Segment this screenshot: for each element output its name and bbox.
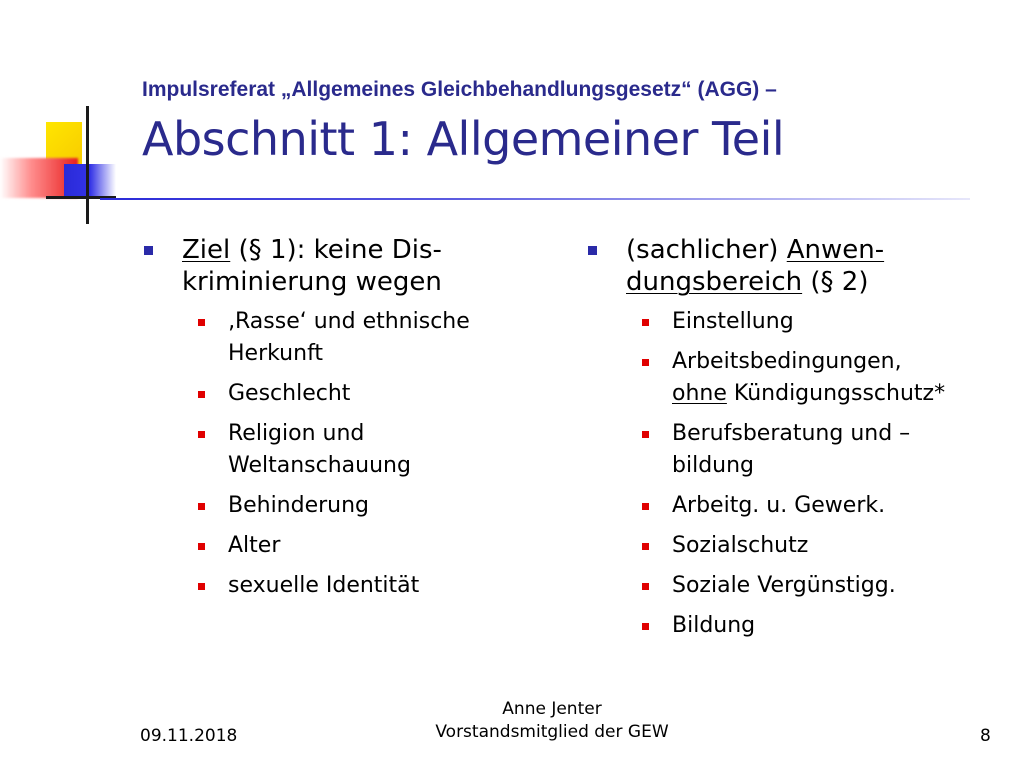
footer-date: 09.11.2018 [140, 726, 238, 746]
list-item [634, 530, 1008, 562]
list-item-text: Kündigungsschutz* [726, 381, 946, 406]
list-item-line: Sozialschutz [672, 533, 809, 558]
level1-bullet [144, 246, 153, 255]
list-item-line: ‚Rasse‘ und ethnische [228, 309, 470, 334]
list-item-line: Herkunft [228, 341, 324, 366]
list-item-line [672, 378, 1008, 410]
list-item [634, 418, 1008, 482]
page-number: 8 [980, 726, 991, 746]
list-item-line: Weltanschauung [228, 453, 411, 478]
left-column [144, 234, 524, 610]
list-item [634, 306, 1008, 338]
right-heading [588, 234, 1008, 298]
list-item [190, 378, 524, 410]
list-item-line: Geschlecht [228, 381, 351, 406]
list-item-line: Alter [228, 533, 281, 558]
list-item [634, 570, 1008, 602]
right-item-list [588, 306, 1008, 642]
list-item-line: Arbeitg. u. Gewerk. [672, 493, 886, 518]
right-heading-text: (§ 2) [802, 267, 869, 297]
level2-bullet [642, 431, 649, 438]
level2-bullet [642, 503, 649, 510]
list-item-line: Bildung [672, 613, 756, 638]
list-item [190, 530, 524, 562]
list-item-line: Behinderung [228, 493, 370, 518]
list-item-line: Religion und [228, 421, 365, 446]
list-item [634, 346, 1008, 410]
list-item [634, 610, 1008, 642]
list-item [190, 490, 524, 522]
list-item-line: bildung [672, 453, 755, 478]
logo-blue-square [64, 164, 116, 198]
title-underline-rule [100, 198, 970, 200]
footer-author-role: Vorstandsmitglied der GEW [435, 722, 669, 742]
left-item-list [144, 306, 524, 602]
footer-author-name: Anne Jenter [502, 699, 602, 719]
logo-vertical-line [86, 106, 89, 224]
list-item-line: Soziale Vergünstigg. [672, 573, 896, 598]
list-item [190, 306, 524, 370]
list-item [190, 418, 524, 482]
list-item-line: sexuelle Identität [228, 573, 420, 598]
left-heading-underlined: Ziel [182, 235, 231, 265]
list-item [190, 570, 524, 602]
right-heading-text: (sachlicher) [626, 235, 787, 265]
level2-bullet [198, 391, 205, 398]
slide-subtitle: Impulsreferat „Allgemeines Gleichbehandlungsgesetz“ (AGG) – [142, 78, 777, 101]
footer-author [352, 698, 752, 744]
level2-bullet [642, 583, 649, 590]
level2-bullet [642, 543, 649, 550]
underlined-word: ohne [672, 381, 727, 406]
list-item-line: Berufsberatung und – [672, 421, 911, 446]
list-item [634, 490, 1008, 522]
level1-bullet [588, 246, 597, 255]
level2-bullet [198, 503, 205, 510]
level2-bullet [198, 319, 205, 326]
slide-title: Abschnitt 1: Allgemeiner Teil [142, 112, 785, 166]
level2-bullet [198, 583, 205, 590]
right-column [588, 234, 1008, 650]
left-heading-line2: kriminierung wegen [182, 267, 442, 297]
right-heading-underlined: Anwen- [786, 235, 885, 265]
right-heading-underlined: dungsbereich [626, 267, 803, 297]
level2-bullet [642, 623, 649, 630]
list-item-line: Arbeitsbedingungen, [672, 349, 902, 374]
decorative-logo [0, 100, 140, 230]
left-heading [144, 234, 524, 298]
level2-bullet [198, 431, 205, 438]
list-item-line: Einstellung [672, 309, 794, 334]
level2-bullet [198, 543, 205, 550]
level2-bullet [642, 319, 649, 326]
left-heading-text: (§ 1): keine Dis- [230, 235, 442, 265]
level2-bullet [642, 359, 649, 366]
